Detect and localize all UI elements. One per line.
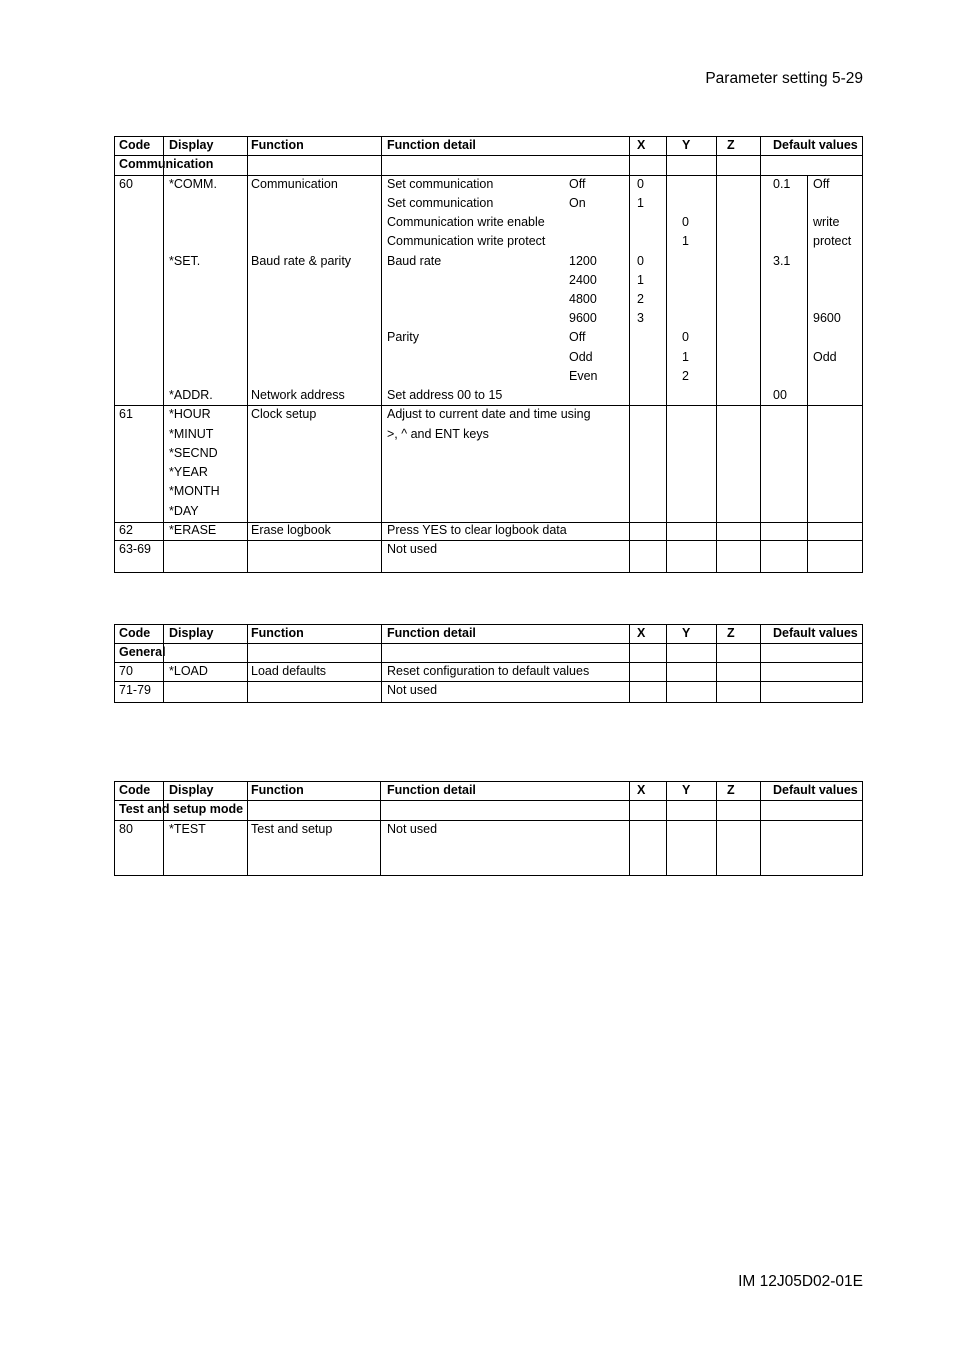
y-cell: 1 <box>682 350 689 364</box>
display-cell: *MINUT <box>169 427 214 441</box>
col-display: Display <box>169 626 214 640</box>
x-cell: 0 <box>637 177 644 191</box>
col-function: Function <box>251 626 304 640</box>
col-code: Code <box>119 138 151 152</box>
section-title: Test and setup mode <box>119 802 244 816</box>
display-cell: *SECND <box>169 446 218 460</box>
col-z: Z <box>727 138 735 152</box>
code-cell: 70 <box>119 664 133 678</box>
code-cell: 80 <box>119 822 133 836</box>
section-title: General <box>119 645 166 659</box>
display-cell: *ADDR. <box>169 388 213 402</box>
default-value-cell: protect <box>813 234 852 248</box>
option-cell: 9600 <box>569 311 597 325</box>
section-title: Communication <box>119 157 214 171</box>
detail-cell: Adjust to current date and time using <box>387 407 591 421</box>
display-cell: *LOAD <box>169 664 208 678</box>
x-cell: 2 <box>637 292 644 306</box>
col-function-detail: Function detail <box>387 138 476 152</box>
detail-cell: >, ^ and ENT keys <box>387 427 489 441</box>
option-cell: On <box>569 196 586 210</box>
col-y: Y <box>682 783 691 797</box>
col-y: Y <box>682 626 691 640</box>
detail-cell: Set address 00 to 15 <box>387 388 503 402</box>
y-cell: 0 <box>682 215 689 229</box>
detail-cell: Baud rate <box>387 254 442 268</box>
col-x: X <box>637 626 646 640</box>
detail-cell: Not used <box>387 822 438 836</box>
display-cell: *COMM. <box>169 177 217 191</box>
test-setup-table <box>114 781 863 876</box>
default-value-cell: Odd <box>813 350 837 364</box>
function-cell: Clock setup <box>251 407 317 421</box>
col-code: Code <box>119 626 151 640</box>
col-x: X <box>637 138 646 152</box>
function-cell: Erase logbook <box>251 523 331 537</box>
default-value-cell: write <box>813 215 840 229</box>
detail-cell: Reset configuration to default values <box>387 664 590 678</box>
detail-cell: Not used <box>387 542 438 556</box>
general-table <box>114 624 863 703</box>
display-cell: *DAY <box>169 504 199 518</box>
display-cell: *SET. <box>169 254 201 268</box>
x-cell: 0 <box>637 254 644 268</box>
code-cell: 63-69 <box>119 542 151 556</box>
code-cell: 62 <box>119 523 133 537</box>
code-cell: 71-79 <box>119 683 151 697</box>
function-cell: Communication <box>251 177 338 191</box>
col-z: Z <box>727 626 735 640</box>
default-code-cell: 3.1 <box>773 254 791 268</box>
detail-cell: Set communication <box>387 177 494 191</box>
display-cell: *TEST <box>169 822 206 836</box>
col-y: Y <box>682 138 691 152</box>
default-value-cell: 9600 <box>813 311 841 325</box>
option-cell: Odd <box>569 350 593 364</box>
x-cell: 1 <box>637 196 644 210</box>
function-cell: Network address <box>251 388 345 402</box>
default-code-cell: 00 <box>773 388 787 402</box>
col-function: Function <box>251 138 304 152</box>
col-display: Display <box>169 783 214 797</box>
option-cell: 2400 <box>569 273 597 287</box>
detail-cell: Not used <box>387 683 438 697</box>
option-cell: 1200 <box>569 254 597 268</box>
col-code: Code <box>119 783 151 797</box>
x-cell: 3 <box>637 311 644 325</box>
option-cell: 4800 <box>569 292 597 306</box>
col-default-values: Default values <box>773 783 858 797</box>
option-cell: Off <box>569 177 586 191</box>
page-footer: IM 12J05D02-01E <box>738 1273 863 1290</box>
function-cell: Baud rate & parity <box>251 254 352 268</box>
option-cell: Off <box>569 330 586 344</box>
col-default-values: Default values <box>773 138 858 152</box>
detail-cell: Communication write protect <box>387 234 546 248</box>
detail-cell: Set communication <box>387 196 494 210</box>
page-header: Parameter setting 5-29 <box>705 70 863 87</box>
display-cell: *YEAR <box>169 465 208 479</box>
col-default-values: Default values <box>773 626 858 640</box>
code-cell: 61 <box>119 407 133 421</box>
col-display: Display <box>169 138 214 152</box>
display-cell: *ERASE <box>169 523 217 537</box>
col-function: Function <box>251 783 304 797</box>
default-code-cell: 0.1 <box>773 177 791 191</box>
col-z: Z <box>727 783 735 797</box>
y-cell: 0 <box>682 330 689 344</box>
display-cell: *HOUR <box>169 407 211 421</box>
default-value-cell: Off <box>813 177 830 191</box>
display-cell: *MONTH <box>169 484 220 498</box>
col-x: X <box>637 783 646 797</box>
option-cell: Even <box>569 369 598 383</box>
code-cell: 60 <box>119 177 133 191</box>
detail-cell: Parity <box>387 330 419 344</box>
function-cell: Test and setup <box>251 822 333 836</box>
col-function-detail: Function detail <box>387 783 476 797</box>
detail-cell: Press YES to clear logbook data <box>387 523 567 537</box>
col-function-detail: Function detail <box>387 626 476 640</box>
y-cell: 1 <box>682 234 689 248</box>
y-cell: 2 <box>682 369 689 383</box>
function-cell: Load defaults <box>251 664 327 678</box>
x-cell: 1 <box>637 273 644 287</box>
communication-table <box>114 136 863 573</box>
detail-cell: Communication write enable <box>387 215 545 229</box>
